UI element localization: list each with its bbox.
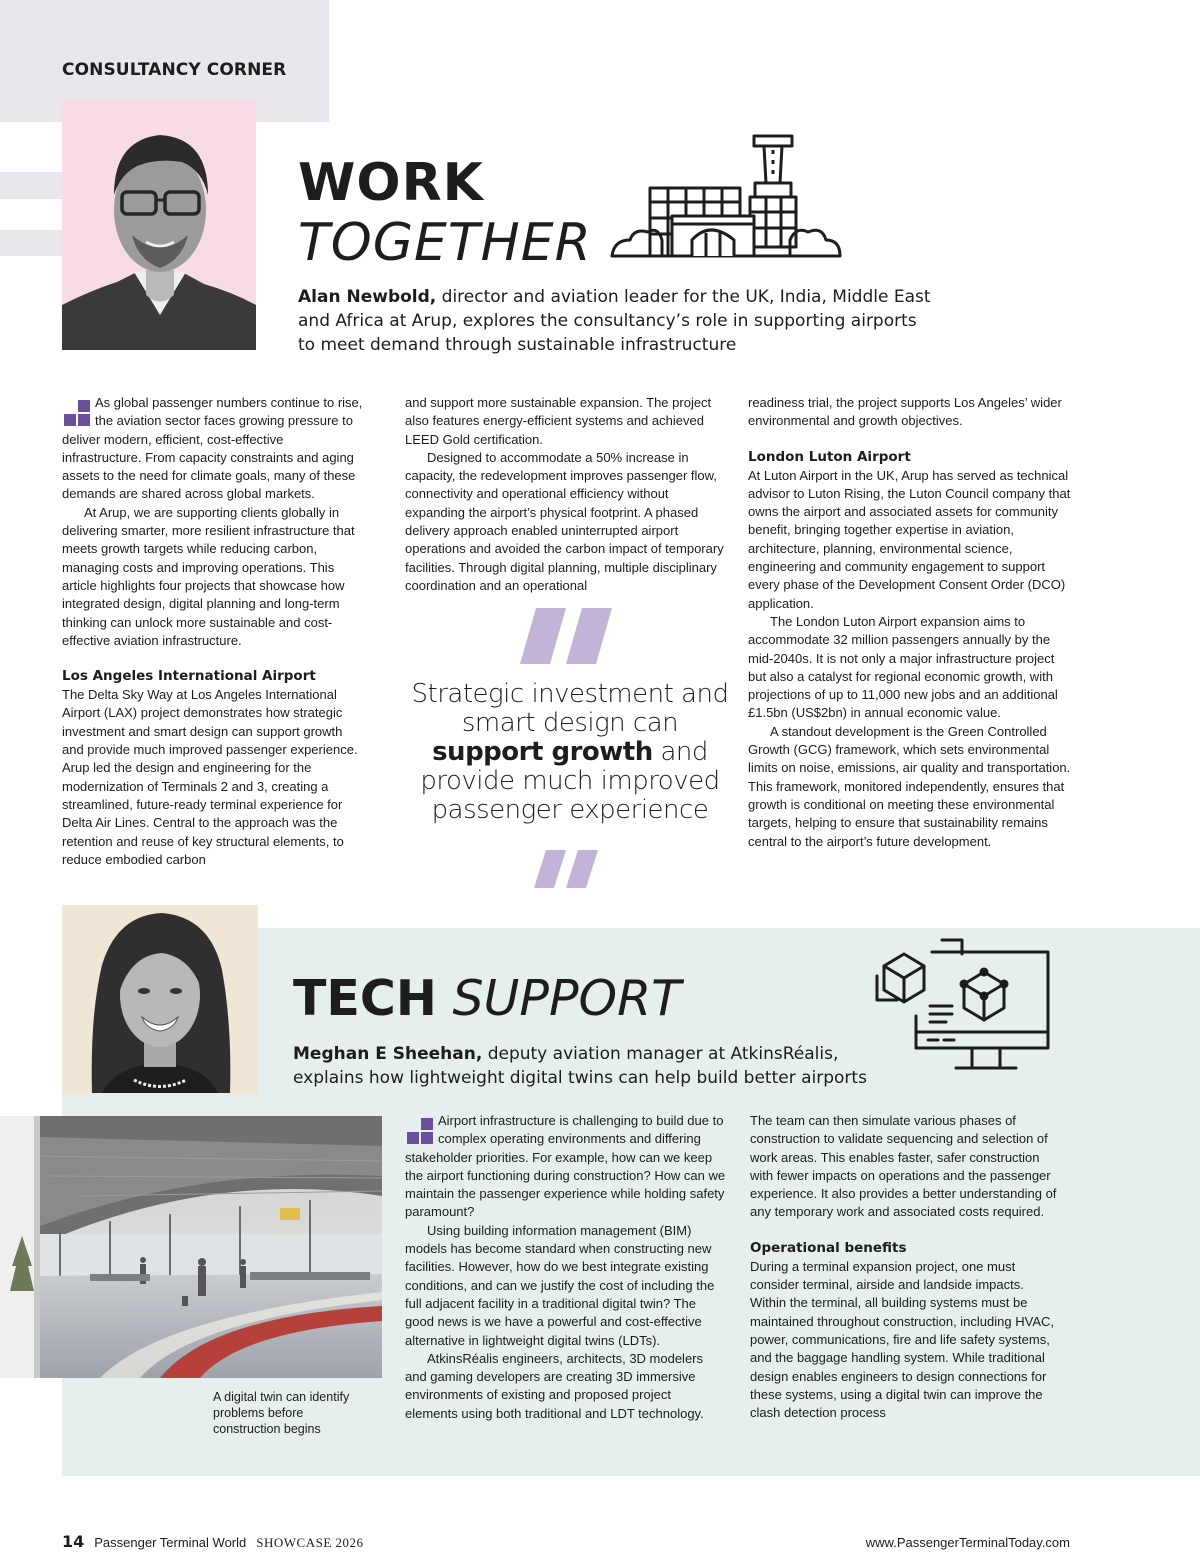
drop-mark-icon xyxy=(62,396,93,428)
paragraph: Designed to accommodate a 50% increase in capacity, the redevelopment improves passenger flow, connectivity and operational efficiency without expanding the airport’s physical footprint. A phased delivery approach enabled uninterrupted airport operations and avoided the carbon impact of temporary facilities. Through digital planning, multiple disciplinary coordination and an operational xyxy=(405,449,724,593)
paragraph: As global passenger numbers continue to rise, the aviation sector faces growing pressure to deliver modern, efficient, cost-effective infrastructure. From capacity constraints and aging assets to the need for climate goals, many of these demands are shared across global markets. xyxy=(62,395,363,502)
drop-mark-icon xyxy=(405,1114,436,1146)
quote-close-icon xyxy=(534,850,598,888)
article-standfirst xyxy=(298,285,938,357)
article-title-light: SUPPORT xyxy=(452,970,682,1027)
paragraph: and support more sustainable expansion. The project also features energy-efficient systems and achieved LEED Gold certification. xyxy=(405,395,712,447)
article2-column-1 xyxy=(405,1112,727,1423)
digital-twin-monitor-icon xyxy=(872,936,1058,1082)
portrait-alan-newbold xyxy=(62,100,256,350)
standfirst-text: deputy aviation manager at AtkinsRéalis, explains how lightweight digital twins can help build better airports xyxy=(293,1044,867,1088)
article1-column-3 xyxy=(748,394,1073,851)
image-caption: A digital twin can identify problems before construction begins xyxy=(213,1390,350,1436)
paragraph: The team can then simulate various phases of construction to validate sequencing and selection of work areas. This enables faster, safer construction with fewer impacts on operations and the passenger experience. It also provides a better understanding of any temporary work and associated costs required. xyxy=(750,1113,1057,1220)
airport-terminal-icon xyxy=(610,128,842,262)
subheading: Operational benefits xyxy=(750,1239,907,1256)
author-name: Meghan E Sheehan, xyxy=(293,1044,483,1064)
paragraph: Airport infrastructure is challenging to build due to complex operating environments and differing stakeholder priorities. For example, how can we keep the airport functioning during construction? How can we maintain the passenger experience while holding safety paramount? xyxy=(405,1113,726,1220)
page-number: 14 xyxy=(62,1532,85,1551)
article1-column-2 xyxy=(405,394,730,595)
section-label: CONSULTANCY CORNER xyxy=(62,60,287,80)
quote-open-icon xyxy=(520,608,612,664)
standfirst-text: director and aviation leader for the UK, India, Middle East and Africa at Arup, explores the consultancy’s role in supporting airports to meet demand through sustainable infrastructure xyxy=(298,287,931,355)
article-title-bold: TECH xyxy=(293,970,437,1027)
paragraph: At Arup, we are supporting clients globally in delivering smarter, more resilient infrastructure that meets growth targets while reducing carbon, managing costs and improving operations. This article highlights four projects that showcase how integrated design, digital planning and long-term thinking can unlock more sustainable and cost-effective aviation infrastructure. xyxy=(62,504,355,648)
article-title-bold: WORK xyxy=(298,153,484,213)
terminal-render-image xyxy=(0,1116,382,1378)
subheading: Los Angeles International Airport xyxy=(62,668,316,685)
paragraph: The London Luton Airport expansion aims to accommodate 32 million passengers annually by the mid-2040s. It is not only a major infrastructure project but also a catalyst for regional economic growth, with projections of up to 11,000 new jobs and an additional £1.5bn (US$2bn) in annual economic value. xyxy=(748,613,1058,721)
issue-name: SHOWCASE 2026 xyxy=(256,1535,364,1550)
article1-column-1 xyxy=(62,394,365,869)
subheading: London Luton Airport xyxy=(748,448,911,465)
paragraph: At Luton Airport in the UK, Arup has served as technical advisor to Luton Rising, the Luton Council company that owns the airport and associated assets for community benefit, bringing together expertise in aviation, architecture, planning, environmental science, engineering and community engagement to support every phase of the Development Consent Order (DCO) application. xyxy=(748,467,1071,611)
paragraph: Using building information management (BIM) models has become standard when constructing new facilities. However, how do we best integrate existing conditions, and can we justify the cost of including the full adjacent facility in a traditional digital twin? The good news is we have a powerful and cost-effective alternative in lightweight digital twins (LDTs). xyxy=(405,1222,715,1348)
footer-website-link[interactable]: www.PassengerTerminalToday.com xyxy=(865,1535,1070,1550)
paragraph: readiness trial, the project supports Los Angeles’ wider environmental and growth objectives. xyxy=(748,395,1062,429)
paragraph: The Delta Sky Way at Los Angeles International Airport (LAX) project demonstrates how strategic investment and smart design can support growth and provide much improved passenger experience. Arup led the design and engineering for the modernization of Terminals 2 and 3, creating a streamlined, future-ready terminal experience for Delta Air Lines. Central to the approach was the retention and reuse of key structural elements, to reduce embodied carbon xyxy=(62,687,358,867)
article2-column-2 xyxy=(750,1112,1062,1422)
article-title-light: TOGETHER xyxy=(298,213,592,273)
pull-quote: Strategic investment and smart design can support growth and provide much improved passenger experience xyxy=(411,679,729,825)
author-name: Alan Newbold, xyxy=(298,287,437,307)
footer-publication xyxy=(62,1532,364,1551)
portrait-meghan-sheehan xyxy=(62,905,258,1093)
article-standfirst xyxy=(293,1042,883,1090)
article-title xyxy=(293,968,681,1030)
paragraph: During a terminal expansion project, one must consider terminal, airside and landside impacts. Within the terminal, all building systems must be maintained throughout construction, including HVAC, power, communications, fire and life safety systems, and the baggage handling system. While traditional design enables engineers to design connections for these systems, using a digital twin can improve the clash detection process xyxy=(750,1258,1054,1421)
paragraph: A standout development is the Green Controlled Growth (GCG) framework, which sets environmental limits on noise, emissions, air quality and transportation. This framework, monitored independently, ensures that growth is conditional on meeting these environmental targets, helping to ensure that sustainability remains central to the airport’s future development. xyxy=(748,723,1071,849)
publication-name: Passenger Terminal World xyxy=(94,1535,247,1550)
paragraph: AtkinsRéalis engineers, architects, 3D modelers and gaming developers are creating 3D immersive environments of existing and proposed project elements using both traditional and LDT technology. xyxy=(405,1350,704,1421)
